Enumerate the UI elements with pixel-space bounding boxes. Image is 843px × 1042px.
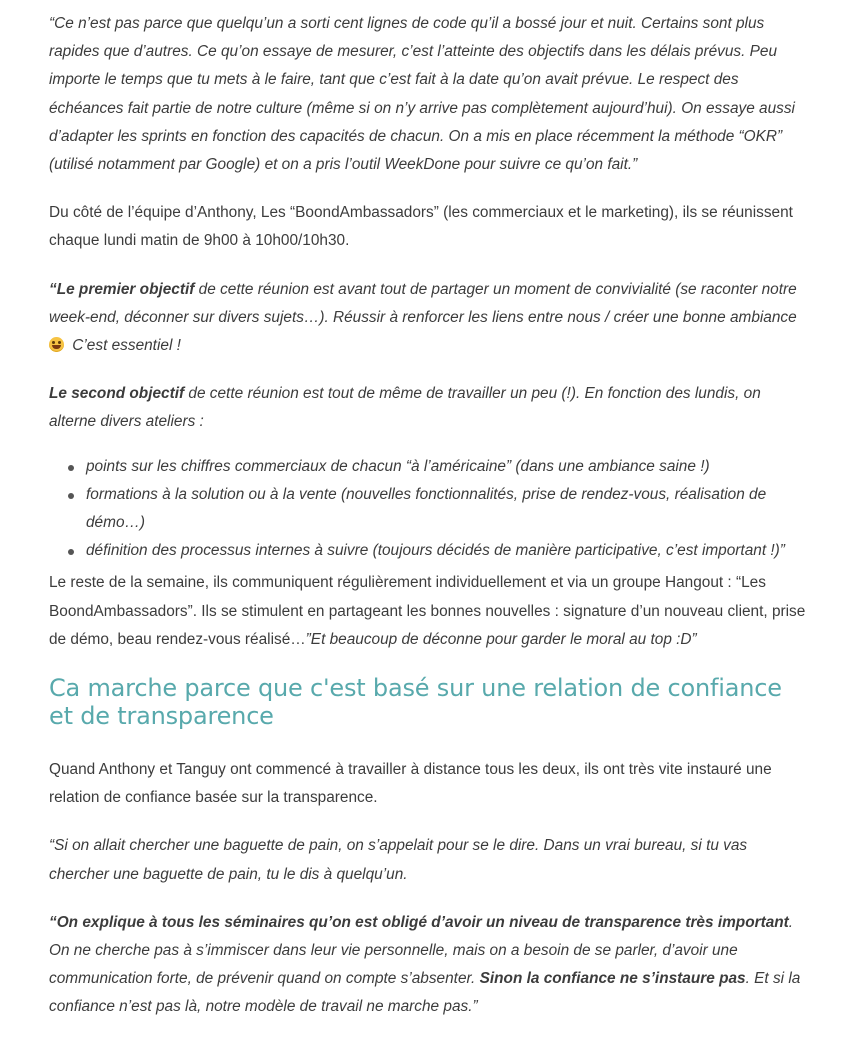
seminars-text-1: . On ne cherche pas à s’immiscer dans leur vie personnelle, mais on a besoin de se parler, d’avoir une communication forte, de prévenir quand on compte s’absenter. (49, 913, 794, 988)
seminars-text-2: . Et si la confiance n’est pas là, notre modèle de travail ne marche pas.” (49, 970, 801, 1016)
list-item: points sur les chiffres commerciaux de chacun “à l’américaine” (dans une ambiance saine !) (86, 453, 809, 481)
quote-seminars (49, 909, 809, 1022)
seminars-bold-2: Sinon la confiance ne s’instaure pas (479, 970, 746, 988)
seminars-bold-1: “On explique à tous les séminaires qu’on est obligé d’avoir un niveau de transparence très important (49, 913, 789, 931)
week-communication-paragraph (49, 569, 809, 654)
week-text: Le reste de la semaine, ils communiquent régulièrement individuellement et via un groupe Hangout : “Les BoondAmbassadors”. Ils se stimulent en partageant les bonnes nouvelles : signature d’un nouveau client, prise de démo, beau rendez-vous réalisé… (49, 574, 806, 648)
first-objective-text: de cette réunion est avant tout de partager un moment de convivialité (se raconter notre week-end, déconner sur divers sujets…). Réussir à renforcer les liens entre nous / créer une bonne ambiance (49, 280, 797, 326)
trust-paragraph: Quand Anthony et Tanguy ont commencé à travailler à distance tous les deux, ils ont très vite instauré une relation de confiance basée sur la transparence. (49, 761, 772, 807)
list-item: définition des processus internes à suivre (toujours décidés de manière participative, c’est important !)” (86, 537, 809, 565)
first-objective-paragraph (49, 276, 809, 361)
ateliers-list (49, 453, 809, 566)
article-body (49, 10, 809, 1042)
section-heading: Ca marche parce que c'est basé sur une relation de confiance et de transparence (49, 674, 782, 731)
second-objective-text: de cette réunion est tout de même de travailler un peu (!). En fonction des lundis, on alterne divers ateliers : (49, 385, 761, 431)
quote-objectives: “Ce n’est pas parce que quelqu’un a sorti cent lignes de code qu’il a bossé jour et nuit. Certains sont plus rapides que d’autres. Ce qu’on essaye de mesurer, c’est l’atteinte des objectifs dans les délais prévus. Peu importe le temps que tu mets à le faire, tant que c’est fait à la date qu’on avait prévue. Le respect des échéances fait partie de notre culture (même si on n’y arrive pas complètement aujourd’hui). On essaye aussi d’adapter les sprints en fonction des capacités de chacun. On a mis en place récemment la méthode “OKR” (utilisé notamment par Google) et on a pris l’outil WeekDone pour suivre ce qu’on fait.” (49, 15, 795, 174)
list-item: formations à la solution ou à la vente (nouvelles fonctionnalités, prise de rendez-vous, réalisation de démo…) (86, 481, 809, 537)
first-objective-end: C’est essentiel ! (68, 337, 181, 355)
first-objective-label: “Le premier objectif (49, 280, 195, 298)
team-meeting-paragraph: Du côté de l’équipe d’Anthony, Les “BoondAmbassadors” (les commerciaux et le marketing), ils se réunissent chaque lundi matin de 9h00 à 10h00/10h30. (49, 204, 793, 250)
second-objective-label: Le second objectif (49, 385, 185, 403)
grinning-face-icon (49, 337, 64, 352)
week-quote: ”Et beaucoup de déconne pour garder le moral au top :D” (305, 630, 697, 648)
second-objective-paragraph (49, 380, 809, 436)
quote-baguette: “Si on allait chercher une baguette de pain, on s’appelait pour se le dire. Dans un vrai bureau, si tu vas chercher une baguette de pain, tu le dis à quelqu’un. (49, 837, 748, 883)
